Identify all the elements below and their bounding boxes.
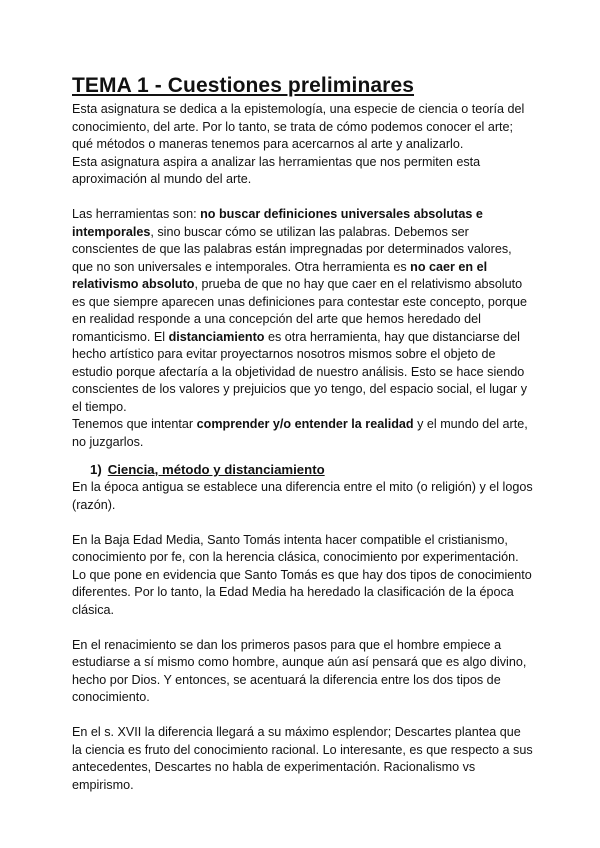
tools-text-2: , sino buscar cómo se utilizan las palabras. Debemos ser conscientes de que las palabras están impregnadas por determinados valores, que no son universales e intemporales. Otra herramienta es bbox=[72, 224, 512, 274]
understand-text-2: y el mundo del arte, no juzgarlos. bbox=[72, 417, 528, 449]
tools-bold-2: no caer en el relativismo absoluto bbox=[72, 259, 488, 291]
tools-bold-1: no buscar definiciones universales absolutas e intemporales bbox=[72, 207, 483, 239]
section-paragraph-2b: Lo que pone en evidencia que Santo Tomás es que hay dos tipos de conocimiento diferentes. Por lo tanto, la Edad Media ha heredado la clasificación de la época clásica. bbox=[72, 567, 532, 617]
section-title: Ciencia, método y distanciamiento bbox=[107, 462, 325, 477]
understand-bold-1: comprender y/o entender la realidad bbox=[196, 417, 414, 431]
section-paragraph-3: En el renacimiento se dan los primeros pasos para que el hombre empiece a estudiarse a sí mismo como hombre, aunque aún así pensará que es algo divino, hecho por Dios. Y entonces, se acentuará la diferencia entre los dos tipos de conocimiento. bbox=[72, 637, 527, 704]
section-heading bbox=[90, 461, 534, 478]
tools-text-3: , prueba de que no hay que caer en el relativismo absoluto es que siempre aparecen unas definiciones para contestar este concepto, porque en realidad responde a una concepción del arte que hemos heredado del romanticismo. El bbox=[72, 277, 528, 344]
paragraph-gap bbox=[72, 514, 534, 532]
section-paragraph-2a: En la Baja Edad Media, Santo Tomás intenta hacer compatible el cristianismo, conocimiento por fe, con la herencia clásica, conocimiento por experimentación. bbox=[72, 532, 519, 564]
section-paragraph-1: En la época antigua se establece una diferencia entre el mito (o religión) y el logos (razón). bbox=[72, 480, 533, 512]
paragraph-gap bbox=[72, 189, 534, 207]
paragraph-gap bbox=[72, 619, 534, 637]
tools-text-4: es otra herramienta, hay que distanciarse del hecho artístico para evitar proyectarnos nosotros mismos sobre el objeto de estudio porque afectaría a la objetividad de nuestro análisis. Esto se hace siendo conscientes de los valores y prejuicios que yo tengo, del espacio social, el lugar y el tiempo. bbox=[72, 329, 528, 414]
intro-paragraph-1: Esta asignatura se dedica a la epistemología, una especie de ciencia o teoría del conocimiento, del arte. Por lo tanto, se trata de cómo podemos conocer el arte; qué métodos o maneras tenemos para acercarnos al arte y analizarlo. bbox=[72, 102, 525, 151]
section-number: 1) bbox=[90, 462, 102, 477]
page-title: TEMA 1 - Cuestiones preliminares bbox=[72, 74, 415, 97]
tools-text-1: Las herramientas son: bbox=[72, 207, 201, 221]
understand-paragraph bbox=[72, 416, 534, 451]
understand-text-1: Tenemos que intentar bbox=[72, 417, 197, 431]
tools-bold-3: distanciamiento bbox=[168, 329, 265, 344]
section-paragraph-4: En el s. XVII la diferencia llegará a su máximo esplendor; Descartes plantea que la ciencia es fruto del conocimiento racional. Lo interesante, es que respecto a sus antecedentes, Descartes no habla de experimentación. Racionalismo vs empirismo. bbox=[72, 725, 533, 792]
intro-paragraph-2: Esta asignatura aspira a analizar las herramientas que nos permiten esta aproximación al mundo del arte. bbox=[72, 154, 481, 186]
paragraph-gap bbox=[72, 707, 534, 725]
tools-paragraph bbox=[72, 206, 534, 416]
